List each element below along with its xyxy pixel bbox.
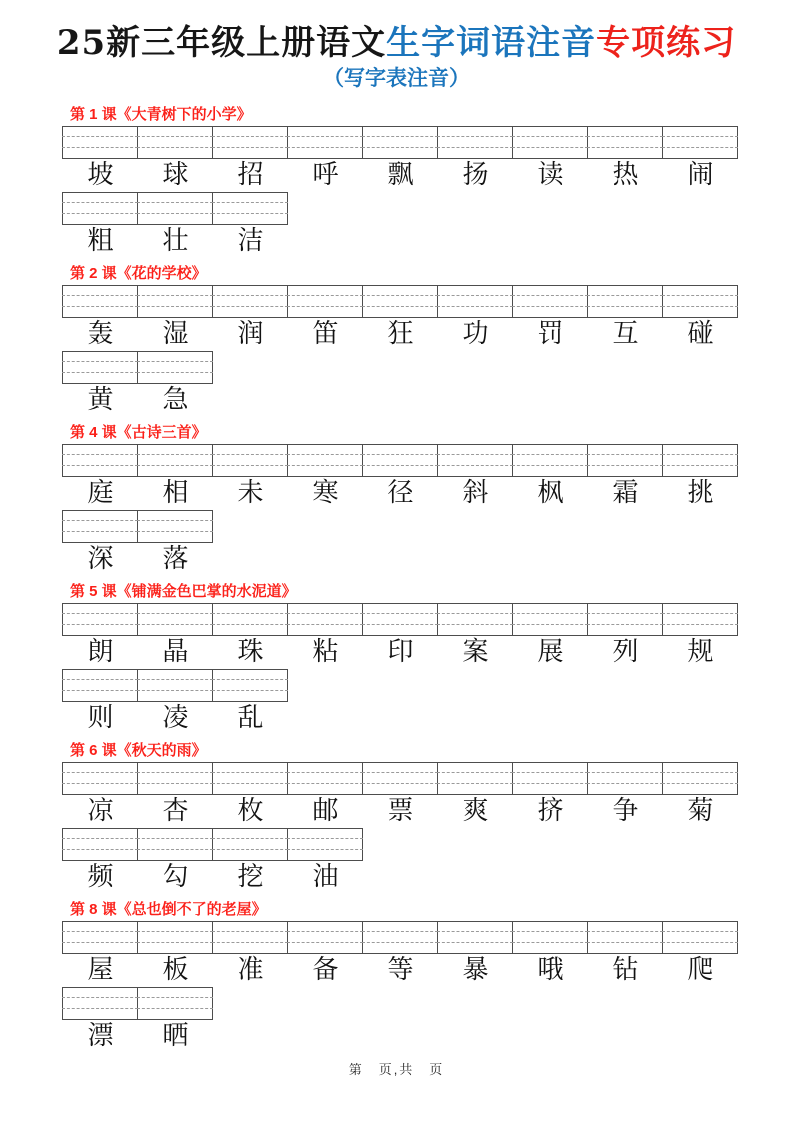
character-row bbox=[63, 320, 793, 349]
character: 粘 bbox=[312, 637, 339, 667]
pinyin-grid-row bbox=[62, 921, 738, 954]
character: 热 bbox=[612, 160, 639, 190]
lesson-section bbox=[62, 265, 793, 415]
lesson-header: 第 5 课《铺满金色巴掌的水泥道》 bbox=[70, 583, 297, 600]
character: 珠 bbox=[237, 637, 264, 667]
pinyin-writing-cell bbox=[663, 922, 737, 953]
pinyin-writing-cell bbox=[63, 922, 138, 953]
pinyin-writing-cell bbox=[138, 763, 213, 794]
character-row bbox=[63, 386, 793, 415]
character: 等 bbox=[387, 955, 414, 985]
character: 润 bbox=[237, 319, 264, 349]
pinyin-writing-cell bbox=[63, 445, 138, 476]
character: 挤 bbox=[537, 796, 564, 826]
pinyin-writing-cell bbox=[588, 763, 663, 794]
pinyin-writing-cell bbox=[438, 127, 513, 158]
pinyin-writing-cell bbox=[63, 286, 138, 317]
pinyin-writing-cell bbox=[63, 511, 138, 542]
character: 寒 bbox=[312, 478, 339, 508]
pinyin-writing-cell bbox=[63, 127, 138, 158]
pinyin-writing-cell bbox=[513, 922, 588, 953]
character: 未 bbox=[237, 478, 264, 508]
character: 展 bbox=[537, 637, 564, 667]
pinyin-writing-cell bbox=[288, 127, 363, 158]
pinyin-writing-cell bbox=[513, 127, 588, 158]
pinyin-writing-cell bbox=[513, 763, 588, 794]
character: 挖 bbox=[237, 862, 264, 892]
pinyin-writing-cell bbox=[213, 445, 288, 476]
pinyin-writing-cell bbox=[588, 286, 663, 317]
character: 屋 bbox=[87, 955, 114, 985]
title-part-red: 专项练习 bbox=[596, 23, 737, 63]
pinyin-writing-cell bbox=[438, 763, 513, 794]
character: 碰 bbox=[687, 319, 714, 349]
pinyin-writing-cell bbox=[288, 604, 363, 635]
pinyin-writing-cell bbox=[63, 829, 138, 860]
pinyin-grid-row bbox=[62, 987, 213, 1020]
pinyin-grid-row bbox=[62, 603, 738, 636]
lesson-header: 第 8 课《总也倒不了的老屋》 bbox=[70, 901, 267, 918]
character-row bbox=[63, 1022, 793, 1051]
character: 落 bbox=[162, 544, 189, 574]
pinyin-writing-cell bbox=[63, 988, 138, 1019]
pinyin-grid-row bbox=[62, 285, 738, 318]
pinyin-writing-cell bbox=[213, 127, 288, 158]
character: 凌 bbox=[162, 703, 189, 733]
pinyin-writing-cell bbox=[213, 286, 288, 317]
pinyin-grid-row bbox=[62, 192, 288, 225]
character: 菊 bbox=[687, 796, 714, 826]
character: 笛 bbox=[312, 319, 339, 349]
pinyin-writing-cell bbox=[138, 829, 213, 860]
lesson-header: 第 6 课《秋天的雨》 bbox=[70, 742, 207, 759]
pinyin-writing-cell bbox=[513, 286, 588, 317]
character: 互 bbox=[612, 319, 639, 349]
pinyin-grid-row bbox=[62, 669, 288, 702]
lesson-header: 第 2 课《花的学校》 bbox=[70, 265, 207, 282]
pinyin-writing-cell bbox=[438, 922, 513, 953]
pinyin-writing-cell bbox=[438, 445, 513, 476]
character-row bbox=[63, 797, 793, 826]
character: 径 bbox=[387, 478, 414, 508]
character: 频 bbox=[87, 862, 114, 892]
character: 印 bbox=[387, 637, 414, 667]
character: 列 bbox=[612, 637, 639, 667]
pinyin-writing-cell bbox=[138, 988, 212, 1019]
character: 招 bbox=[237, 160, 264, 190]
pinyin-grid-row bbox=[62, 510, 213, 543]
character-row bbox=[63, 227, 793, 256]
pinyin-writing-cell bbox=[138, 445, 213, 476]
character: 准 bbox=[237, 955, 264, 985]
character: 案 bbox=[462, 637, 489, 667]
character: 呼 bbox=[312, 160, 339, 190]
character: 则 bbox=[87, 703, 114, 733]
pinyin-writing-cell bbox=[63, 763, 138, 794]
pinyin-writing-cell bbox=[513, 445, 588, 476]
character: 读 bbox=[537, 160, 564, 190]
character: 晒 bbox=[162, 1021, 189, 1051]
pinyin-grid-row bbox=[62, 762, 738, 795]
page-number-footer: 第 页,共 页 bbox=[348, 1062, 445, 1077]
pinyin-writing-cell bbox=[588, 604, 663, 635]
character: 罚 bbox=[537, 319, 564, 349]
character: 朗 bbox=[87, 637, 114, 667]
pinyin-writing-cell bbox=[138, 511, 212, 542]
pinyin-grid-row bbox=[62, 351, 213, 384]
pinyin-writing-cell bbox=[288, 763, 363, 794]
character: 凉 bbox=[87, 796, 114, 826]
character: 深 bbox=[87, 544, 114, 574]
character-row bbox=[63, 863, 793, 892]
character: 黄 bbox=[87, 385, 114, 415]
character: 板 bbox=[162, 955, 189, 985]
pinyin-writing-cell bbox=[138, 670, 213, 701]
pinyin-writing-cell bbox=[288, 286, 363, 317]
character: 坡 bbox=[87, 160, 114, 190]
pinyin-writing-cell bbox=[138, 352, 212, 383]
character: 晶 bbox=[162, 637, 189, 667]
pinyin-writing-cell bbox=[288, 829, 362, 860]
pinyin-writing-cell bbox=[438, 604, 513, 635]
pinyin-writing-cell bbox=[138, 286, 213, 317]
pinyin-writing-cell bbox=[438, 286, 513, 317]
character-row bbox=[63, 638, 793, 667]
character: 油 bbox=[312, 862, 339, 892]
pinyin-writing-cell bbox=[588, 127, 663, 158]
character: 飘 bbox=[387, 160, 414, 190]
pinyin-writing-cell bbox=[363, 445, 438, 476]
pinyin-writing-cell bbox=[663, 763, 737, 794]
pinyin-writing-cell bbox=[513, 604, 588, 635]
character: 洁 bbox=[237, 226, 264, 256]
pinyin-writing-cell bbox=[588, 922, 663, 953]
page-title bbox=[0, 0, 793, 64]
pinyin-writing-cell bbox=[363, 127, 438, 158]
pinyin-writing-cell bbox=[288, 445, 363, 476]
lesson-section bbox=[62, 742, 793, 892]
pinyin-writing-cell bbox=[363, 286, 438, 317]
pinyin-writing-cell bbox=[663, 604, 737, 635]
pinyin-writing-cell bbox=[63, 352, 138, 383]
pinyin-writing-cell bbox=[213, 763, 288, 794]
character: 乱 bbox=[237, 703, 264, 733]
pinyin-writing-cell bbox=[663, 286, 737, 317]
pinyin-writing-cell bbox=[63, 604, 138, 635]
pinyin-grid-row bbox=[62, 828, 363, 861]
character: 狂 bbox=[387, 319, 414, 349]
character: 规 bbox=[687, 637, 714, 667]
title-part-blue: 生字词语注音 bbox=[386, 23, 597, 63]
character: 杏 bbox=[162, 796, 189, 826]
character: 暴 bbox=[462, 955, 489, 985]
character: 哦 bbox=[537, 955, 564, 985]
character: 钻 bbox=[612, 955, 639, 985]
character: 湿 bbox=[162, 319, 189, 349]
character: 漂 bbox=[87, 1021, 114, 1051]
pinyin-writing-cell bbox=[213, 829, 288, 860]
character: 争 bbox=[612, 796, 639, 826]
pinyin-writing-cell bbox=[588, 445, 663, 476]
pinyin-writing-cell bbox=[363, 763, 438, 794]
character: 轰 bbox=[87, 319, 114, 349]
lesson-section bbox=[62, 901, 793, 1051]
lesson-section bbox=[62, 106, 793, 256]
character: 邮 bbox=[312, 796, 339, 826]
lesson-header: 第 1 课《大青树下的小学》 bbox=[70, 106, 252, 123]
pinyin-writing-cell bbox=[138, 127, 213, 158]
pinyin-writing-cell bbox=[138, 604, 213, 635]
lessons bbox=[0, 92, 793, 1051]
character: 粗 bbox=[87, 226, 114, 256]
character: 扬 bbox=[462, 160, 489, 190]
character: 爬 bbox=[687, 955, 714, 985]
character: 备 bbox=[312, 955, 339, 985]
character: 勾 bbox=[162, 862, 189, 892]
pinyin-grid-row bbox=[62, 126, 738, 159]
pinyin-writing-cell bbox=[138, 193, 213, 224]
page-subtitle: （写字表注音） bbox=[323, 65, 470, 90]
character: 枫 bbox=[537, 478, 564, 508]
pinyin-grid-row bbox=[62, 444, 738, 477]
character-row bbox=[63, 956, 793, 985]
character-row bbox=[63, 161, 793, 190]
character: 球 bbox=[162, 160, 189, 190]
character: 功 bbox=[462, 319, 489, 349]
pinyin-writing-cell bbox=[63, 193, 138, 224]
pinyin-writing-cell bbox=[363, 922, 438, 953]
character: 急 bbox=[162, 385, 189, 415]
lesson-header: 第 4 课《古诗三首》 bbox=[70, 424, 207, 441]
pinyin-writing-cell bbox=[288, 922, 363, 953]
pinyin-writing-cell bbox=[213, 670, 287, 701]
pinyin-writing-cell bbox=[213, 922, 288, 953]
character: 枚 bbox=[237, 796, 264, 826]
pinyin-writing-cell bbox=[138, 922, 213, 953]
title-part-black: 25新三年级上册语文 bbox=[56, 23, 387, 63]
character: 斜 bbox=[462, 478, 489, 508]
pinyin-writing-cell bbox=[63, 670, 138, 701]
character: 壮 bbox=[162, 226, 189, 256]
character-row bbox=[63, 545, 793, 574]
character-row bbox=[63, 704, 793, 733]
pinyin-writing-cell bbox=[213, 193, 287, 224]
pinyin-writing-cell bbox=[363, 604, 438, 635]
pinyin-writing-cell bbox=[663, 445, 737, 476]
lesson-section bbox=[62, 583, 793, 733]
pinyin-writing-cell bbox=[213, 604, 288, 635]
character: 挑 bbox=[687, 478, 714, 508]
character: 庭 bbox=[87, 478, 114, 508]
lesson-section bbox=[62, 424, 793, 574]
character-row bbox=[63, 479, 793, 508]
character: 相 bbox=[162, 478, 189, 508]
character: 闹 bbox=[687, 160, 714, 190]
pinyin-writing-cell bbox=[663, 127, 737, 158]
character: 票 bbox=[387, 796, 414, 826]
character: 霜 bbox=[612, 478, 639, 508]
character: 爽 bbox=[462, 796, 489, 826]
